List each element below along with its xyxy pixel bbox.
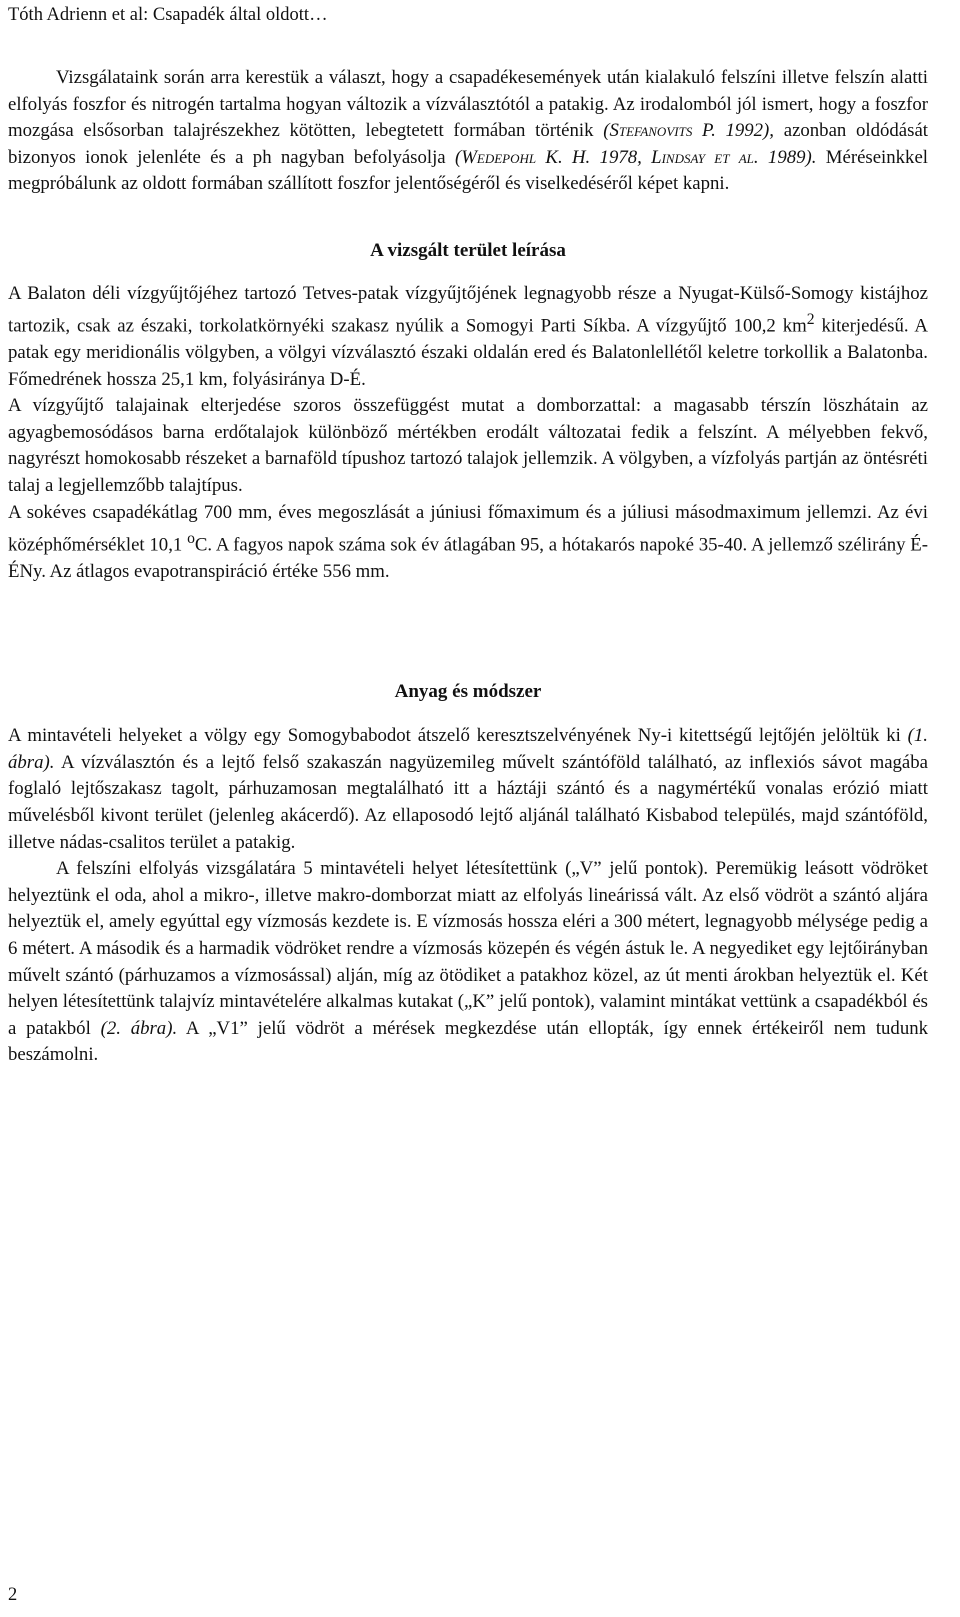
methods-paragraph-1 [8, 723, 928, 856]
methods-text-4: A „V1” jelű vödröt a mérések megkezdése után ellopták, így ennek értékeiről nem tudunk beszámolni. [8, 1017, 928, 1066]
citation-wedepohl-lindsay: (Wedepohl K. H. 1978, Lindsay et al. 1989). [454, 146, 817, 168]
superscript-2: 2 [806, 311, 815, 329]
intro-text-2: azonban oldódását bizonyos ionok jelenléte és a ph nagyban befolyásolja [8, 120, 928, 168]
page-number: 2 [8, 1585, 18, 1605]
section-heading-area: A vizsgált terület leírása [370, 239, 566, 261]
spacer [8, 265, 928, 281]
area-paragraph-1 [8, 281, 928, 394]
document-body [8, 65, 928, 1069]
area-text-2: kiterjedésű. A patak egy meridionális völgyben, a völgyi vízválasztó északi oldalán ered és Balatonlellétől keletre torkollik a Balatonba. Főmedrének hossza 25,1 km, folyásiránya D-É. [8, 315, 928, 390]
spacer [8, 198, 928, 238]
methods-text-3: A felszíni elfolyás vizsgálatára 5 mintavételi helyet létesítettünk („V” jelű pontok). Peremükig leásott vödröket helyeztünk el oda, ahol a mikro-, illetve makro-domborzat miatt az elfolyás lineárissá vált. Az első vödröt a szántó aljára helyeztük el, amely egyúttal egy vízmosás kezdete is. E vízmosás hossza eléri a 300 métert, legnagyobb mélysége pedig a 6 métert. A második és a harmadik vödröket rendre a vízmosás közepén és végén ástuk le. A negyediket egy lejtőirányban művelt szántó (párhuzamos a vízmosással) alján, míg az ötödiket a patakhoz közel, az út menti árokban helyeztük el. Két helyen létesítettünk talajvíz mintavételére alkalmas kutakat („K” jelű pontok), valamint mintákat vettünk a csapadékból és a patakból [8, 858, 928, 1039]
figure-reference-1: (1. ábra). [8, 725, 928, 773]
methods-paragraph-2 [8, 856, 928, 1069]
area-paragraph-3 [8, 500, 928, 586]
spacer [8, 586, 928, 679]
intro-paragraph [8, 65, 928, 198]
climate-text-1: A sokéves csapadékátlag 700 mm, éves megoszlását a júniusi főmaximum és a júliusi másodmaximum jellemzi. Az évi középhőmérséklet 10,1 [8, 501, 928, 556]
intro-text-3: Méréseinkkel megpróbálunk az oldott formában szállított foszfor jelentőségéről és viselkedéséről képet kapni. [8, 146, 928, 195]
methods-text-2: A vízválasztón és a lejtő felső szakaszán nagyüzemileg művelt szántóföld található, az inflexiós sávot magába foglaló lejtőszakasz tagolt, párhuzamosan megtalálható itt a háztáji szántó és a nagymértékű vonalas erózió miatt művelésből kivont terület (jelenleg akácerdő). Az ellaposodó lejtő aljánál található Kisbabod település, majd szántóföld, illetve nádas-csalitos terület a patakig. [8, 751, 928, 853]
spacer [8, 705, 928, 723]
area-paragraph-2: A vízgyűjtő talajainak elterjedése szoros összefüggést mutat a domborzattal: a magasabb térszín löszhátain az agyagbemosódásos barna erdőtalajok különböző mértékben erodált változatai fedik a felszínt. A mélyebben fekvő, nagyrészt homokosabb részeket a barnaföld típushoz tartozó talajok jellemzik. A völgyben, a vízfolyás partján az öntésréti talaj a legjellemzőbb talajtípus. [8, 395, 928, 496]
intro-text-1: Vizsgálataink során arra kerestük a választ, hogy a csapadékesemények után kialakuló felszíni illetve felszín alatti elfolyás foszfor és nitrogén tartalma hogyan változik a vízválasztótól a patakig. Az irodalomból jól ismert, hogy a foszfor mozgása elsősorban talajrészekhez kötötten, lebegtetett formában történik [8, 67, 928, 142]
methods-text-1: A mintavételi helyeket a völgy egy Somogybabodot átszelő keresztszelvényének Ny-i kitettségű lejtőjén jelöltük ki [8, 725, 908, 747]
running-header: Tóth Adrienn et al: Csapadék által oldott… [8, 5, 328, 25]
area-text-1: A Balaton déli vízgyűjtőjéhez tartozó Tetves-patak vízgyűjtőjének legnagyobb része a Nyugat-Külső-Somogy kistájhoz tartozik, csak az északi, torkolatkörnyéki szakasz nyúlik a Somogyi Parti Síkba. A vízgyűjtő 100,2 km [8, 282, 928, 337]
degree-superscript: o [187, 530, 195, 548]
section-heading-methods: Anyag és módszer [394, 680, 542, 702]
climate-text-2: C. A fagyos napok száma sok év átlagában 95, a hótakarós napoké 35-40. A jellemző szélirány É-ÉNy. Az átlagos evapotranspiráció értéke 556 mm. [8, 534, 928, 583]
citation-stefanovits: (Stefanovits P. 1992), [603, 120, 775, 142]
figure-reference-2: (2. ábra). [100, 1017, 178, 1039]
